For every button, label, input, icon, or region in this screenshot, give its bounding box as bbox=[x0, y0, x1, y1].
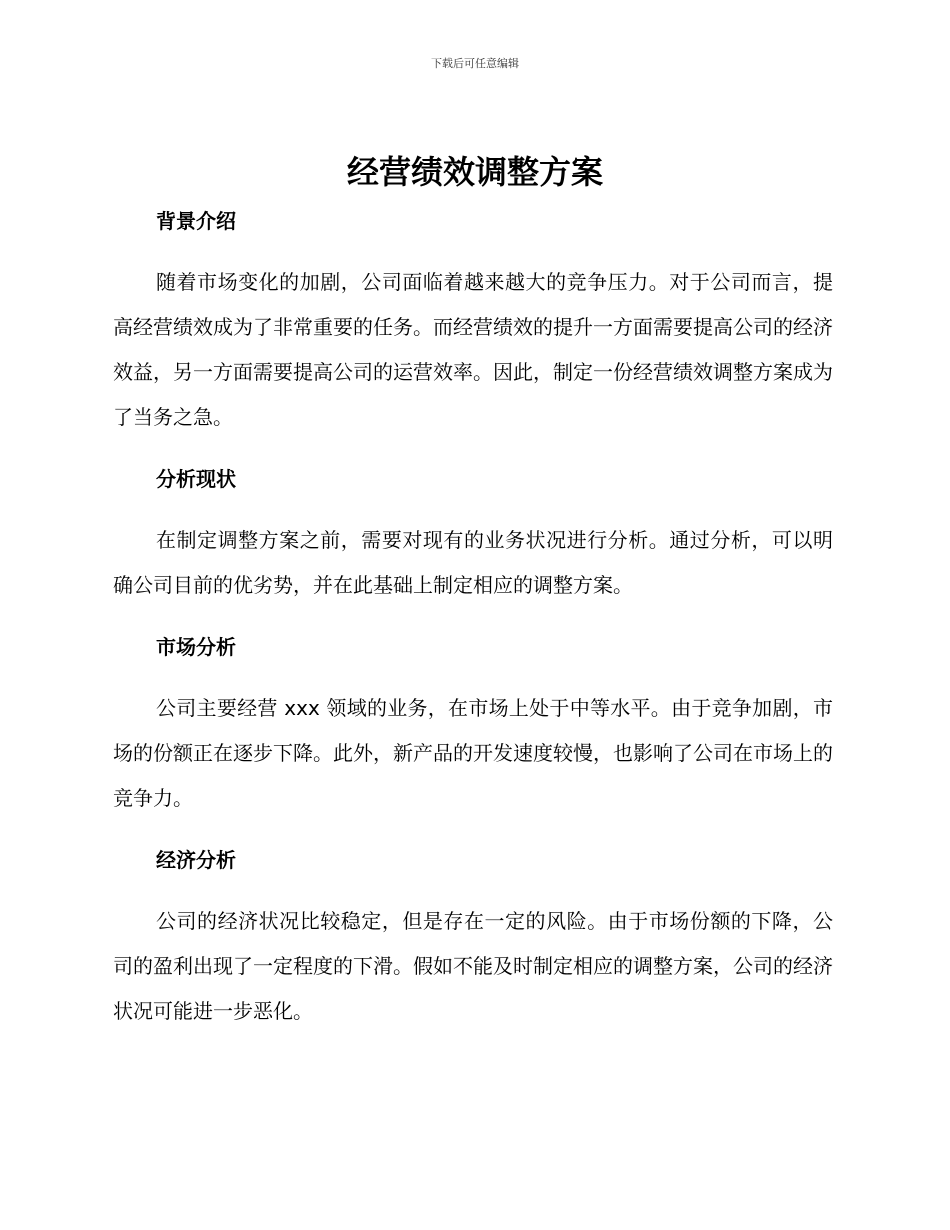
section-heading: 分析现状 bbox=[156, 467, 236, 491]
section-background bbox=[113, 204, 833, 462]
document-body bbox=[113, 204, 833, 1034]
section-paragraph: 公司主要经营 xxx 领域的业务，在市场上处于中等水平。由于竞争加剧，市场的份额正在逐步下降。此外，新产品的开发速度较慢，也影响了公司在市场上的竞争力。 bbox=[113, 696, 833, 810]
section-paragraph: 随着市场变化的加剧，公司面临着越来越大的竞争压力。对于公司而言，提高经营绩效成为了非常重要的任务。而经营绩效的提升一方面需要提高公司的经济效益，另一方面需要提高公司的运营效率。因此，制定一份经营绩效调整方案成为了当务之急。 bbox=[113, 270, 833, 429]
section-economic-analysis bbox=[113, 843, 833, 1034]
section-paragraph: 公司的经济状况比较稳定，但是存在一定的风险。由于市场份额的下降，公司的盈利出现了一定程度的下滑。假如不能及时制定相应的调整方案，公司的经济状况可能进一步恶化。 bbox=[113, 909, 833, 1023]
header-note: 下载后可任意编辑 bbox=[431, 57, 519, 70]
document-title: 经营绩效调整方案 bbox=[346, 153, 603, 191]
section-market-analysis bbox=[113, 630, 833, 843]
section-heading: 经济分析 bbox=[156, 848, 236, 872]
section-heading: 市场分析 bbox=[156, 635, 236, 659]
section-current-status bbox=[113, 462, 833, 630]
section-heading: 背景介绍 bbox=[156, 209, 236, 233]
section-paragraph: 在制定调整方案之前，需要对现有的业务状况进行分析。通过分析，可以明确公司目前的优劣势，并在此基础上制定相应的调整方案。 bbox=[113, 528, 833, 597]
